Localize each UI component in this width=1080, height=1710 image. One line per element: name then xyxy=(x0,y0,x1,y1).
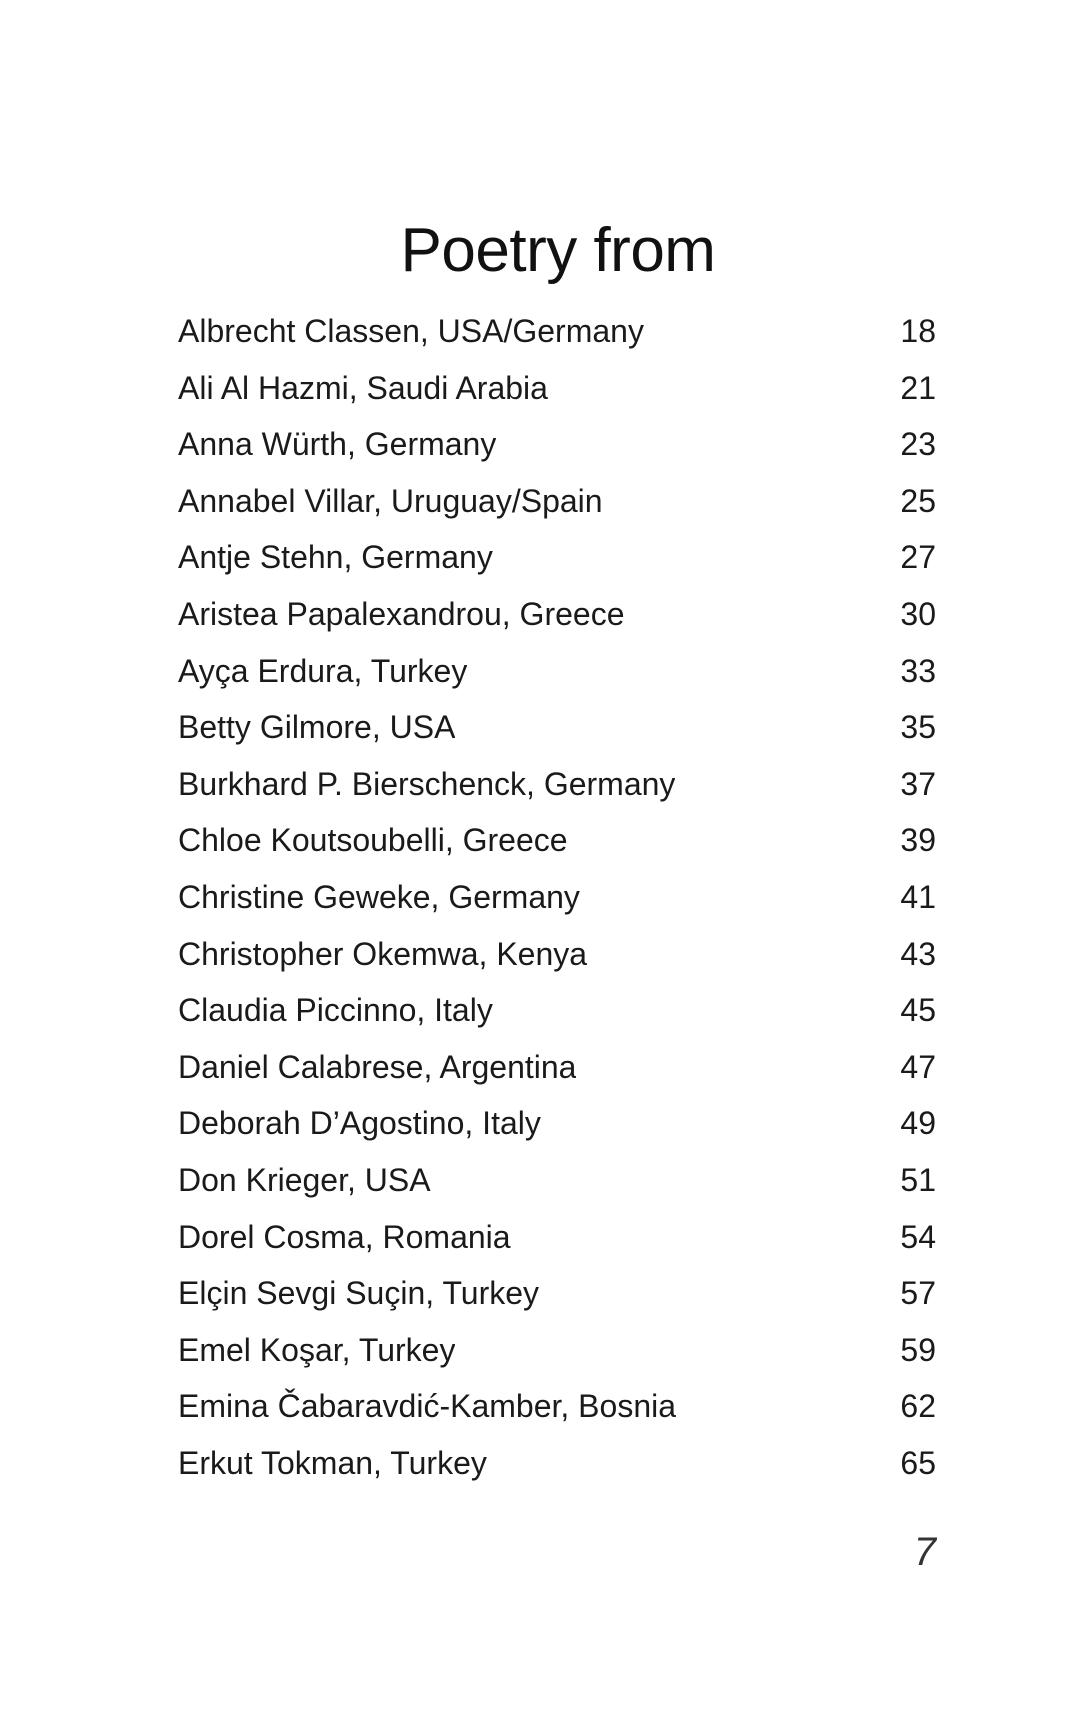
toc-row xyxy=(178,1322,936,1379)
toc-row xyxy=(178,699,936,756)
toc-row xyxy=(178,1435,936,1492)
toc-entry-page-number: 25 xyxy=(900,482,936,519)
toc-entry-author: Ali Al Hazmi, Saudi Arabia xyxy=(178,369,548,406)
toc-entry-author: Don Krieger, USA xyxy=(178,1161,431,1198)
toc-entry-page-number: 65 xyxy=(900,1444,936,1481)
page-title: Poetry from xyxy=(400,215,716,285)
toc-row xyxy=(178,586,936,643)
toc-entry-page-number: 47 xyxy=(900,1048,936,1085)
toc-entry-page-number: 23 xyxy=(900,426,936,463)
toc-entry-page-number: 59 xyxy=(900,1331,936,1368)
toc-row xyxy=(178,756,936,813)
toc-entry-author: Anna Würth, Germany xyxy=(178,426,497,463)
toc-entry-page-number: 43 xyxy=(900,935,936,972)
toc-entry-author: Emina Čabaravdić-Kamber, Bosnia xyxy=(178,1388,677,1425)
toc-entry-author: Daniel Calabrese, Argentina xyxy=(178,1048,577,1085)
toc-entry-author: Chloe Koutsoubelli, Greece xyxy=(178,822,568,859)
toc-entry-author: Aristea Papalexandrou, Greece xyxy=(178,595,625,632)
toc-entry-page-number: 37 xyxy=(900,765,936,802)
toc-entry-page-number: 45 xyxy=(900,992,936,1029)
toc-row xyxy=(178,643,936,700)
toc-entry-author: Emel Koşar, Turkey xyxy=(178,1331,456,1368)
toc-entry-page-number: 18 xyxy=(900,313,936,349)
toc-row xyxy=(178,473,936,530)
toc-entry-page-number: 41 xyxy=(900,878,936,915)
toc-row xyxy=(178,1265,936,1322)
toc-entry-author: Betty Gilmore, USA xyxy=(178,709,456,746)
toc-entry-author: Deborah D’Agostino, Italy xyxy=(178,1105,541,1142)
toc-row xyxy=(178,1095,936,1152)
toc-entry-page-number: 62 xyxy=(900,1388,936,1425)
toc-entry-author: Ayça Erdura, Turkey xyxy=(178,652,468,689)
table-of-contents xyxy=(178,303,936,1491)
toc-row xyxy=(178,869,936,926)
toc-row xyxy=(178,303,936,360)
toc-entry-page-number: 54 xyxy=(900,1218,936,1255)
toc-entry-page-number: 33 xyxy=(900,652,936,689)
toc-row xyxy=(178,1209,936,1266)
toc-entry-author: Claudia Piccinno, Italy xyxy=(178,992,493,1029)
toc-entry-author: Albrecht Classen, USA/Germany xyxy=(178,313,644,349)
toc-entry-author: Christopher Okemwa, Kenya xyxy=(178,935,588,972)
toc-entry-author: Elçin Sevgi Suçin, Turkey xyxy=(178,1275,540,1312)
toc-entry-author: Annabel Villar, Uruguay/Spain xyxy=(178,482,603,519)
toc-entry-author: Dorel Cosma, Romania xyxy=(178,1218,511,1255)
toc-row xyxy=(178,812,936,869)
toc-entry-page-number: 35 xyxy=(900,709,936,746)
toc-row xyxy=(178,982,936,1039)
toc-entry-author: Erkut Tokman, Turkey xyxy=(178,1444,487,1481)
toc-entry-page-number: 27 xyxy=(900,539,936,576)
toc-row xyxy=(178,1378,936,1435)
toc-row xyxy=(178,416,936,473)
toc-entry-page-number: 21 xyxy=(900,369,936,406)
toc-entry-author: Christine Geweke, Germany xyxy=(178,878,580,915)
toc-entry-page-number: 39 xyxy=(900,822,936,859)
toc-row xyxy=(178,1039,936,1096)
toc-entry-author: Antje Stehn, Germany xyxy=(178,539,493,576)
toc-entry-author: Burkhard P. Bierschenck, Germany xyxy=(178,765,676,802)
toc-row xyxy=(178,926,936,983)
toc-row xyxy=(178,360,936,417)
toc-entry-page-number: 49 xyxy=(900,1105,936,1142)
toc-entry-page-number: 51 xyxy=(900,1161,936,1198)
toc-row xyxy=(178,529,936,586)
toc-row xyxy=(178,1152,936,1209)
page-number: 7 xyxy=(913,1530,936,1574)
toc-entry-page-number: 30 xyxy=(900,595,936,632)
toc-entry-page-number: 57 xyxy=(900,1275,936,1312)
